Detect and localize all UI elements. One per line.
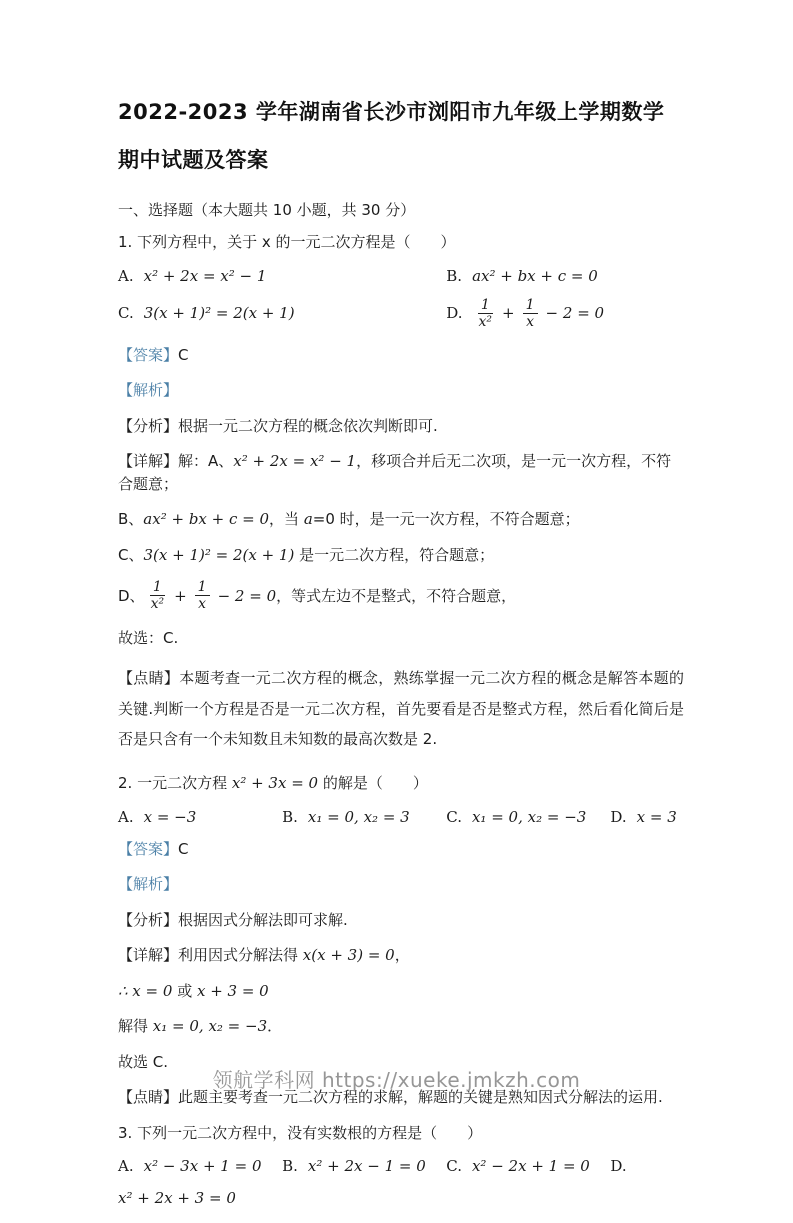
plus-sign: +	[502, 304, 515, 323]
option-equation: 3(x + 1)² = 2(x + 1)	[143, 304, 295, 323]
detail-text: 【详解】解：A、	[118, 452, 234, 471]
q1-detail-a	[118, 450, 684, 495]
detail-math: x² + 2x = x² − 1	[233, 452, 357, 471]
option-letter: B.	[446, 266, 463, 285]
detail-text: 【详解】利用因式分解法得	[118, 946, 303, 965]
detail-math	[145, 579, 277, 612]
q1-detail-c	[118, 544, 684, 567]
q1-option-b	[446, 267, 684, 285]
plus-sign: +	[174, 586, 187, 605]
q3-stem: 3. 下列一元二次方程中，没有实数根的方程是（ ）	[118, 1123, 483, 1142]
answer-value: C	[178, 345, 189, 364]
section-heading: 一、选择题（本大题共 10 小题，共 30 分）	[118, 200, 416, 219]
fraction	[477, 297, 495, 330]
option-letter: C.	[446, 1157, 462, 1176]
option-equation: x₁ = 0, x₂ = 3	[307, 807, 410, 826]
detail-text: D、	[118, 586, 145, 605]
option-letter: B.	[282, 1157, 298, 1176]
detail-math: a	[303, 510, 313, 529]
option-equation: x² + 2x = x² − 1	[143, 266, 267, 285]
q2-dianjing: 【点睛】此题主要考查一元二次方程的求解，解题的关键是熟知因式分解法的运用.	[118, 1088, 663, 1107]
detail-math: 3(x + 1)² = 2(x + 1)	[143, 545, 295, 564]
q2-detail-3	[118, 1015, 684, 1038]
q1-option-a	[118, 267, 446, 285]
detail-text: ，	[394, 946, 410, 965]
fraction-numerator: 1	[478, 297, 493, 314]
option-equation: x² − 3x + 1 = 0	[143, 1157, 262, 1176]
q2-option-a	[118, 808, 282, 826]
option-letter: D.	[610, 807, 627, 826]
option-equation: ax² + bx + c = 0	[472, 266, 598, 285]
detail-text: ，移项合并后无二次项，是一元一次方程，不符合题意；	[118, 452, 672, 493]
detail-math: x(x + 3) = 0	[302, 946, 395, 965]
q1-option-d	[446, 297, 684, 330]
q2-option-c	[446, 808, 610, 826]
option-letter: A.	[118, 266, 134, 285]
detail-text: 解得	[118, 1017, 153, 1036]
option-letter: B.	[282, 807, 298, 826]
option-equation: x² + 2x + 3 = 0	[118, 1189, 236, 1208]
fraction-numerator: 1	[195, 579, 210, 596]
document-page	[118, 88, 684, 1223]
option-equation: x² − 2x + 1 = 0	[471, 1157, 590, 1176]
option-equation: x = −3	[143, 807, 197, 826]
option-equation: x₁ = 0, x₂ = −3	[471, 807, 587, 826]
q1-detail-d	[118, 579, 684, 612]
equation-tail: − 2 = 0	[545, 304, 605, 323]
detail-text: C、	[118, 545, 144, 564]
fraction-denominator: x	[198, 596, 207, 613]
q2-detail-2	[118, 980, 684, 1003]
answer-value: C	[178, 839, 189, 858]
detail-math: ax² + bx + c = 0	[143, 510, 270, 529]
detail-math: ∴ x = 0	[118, 981, 173, 1000]
detail-text: ，当	[269, 510, 304, 529]
q1-answer-line	[118, 344, 684, 367]
q3-option-c	[446, 1157, 610, 1175]
option-letter: D.	[446, 304, 463, 323]
q2-guxuan: 故选 C.	[118, 1052, 169, 1071]
equation-tail: − 2 = 0	[217, 586, 277, 605]
q1-stem: 1. 下列方程中，关于 x 的一元二次方程是（ ）	[118, 233, 456, 252]
fraction	[149, 579, 167, 612]
q3-options-row	[118, 1157, 684, 1175]
q1-detail-b	[118, 508, 684, 531]
q3-option-d	[610, 1157, 684, 1175]
fraction-denominator: x²	[150, 596, 165, 613]
q1-option-c	[118, 304, 446, 322]
detail-text: B、	[118, 510, 144, 529]
q2-fenxi: 【分析】根据因式分解法即可求解.	[118, 910, 348, 929]
jiexi-label: 【解析】	[118, 381, 179, 400]
option-equation: x² + 2x − 1 = 0	[307, 1157, 426, 1176]
option-equation: x = 3	[636, 807, 677, 826]
fraction-numerator: 1	[523, 297, 538, 314]
q3-option-a	[118, 1157, 282, 1175]
q2-options-row	[118, 808, 684, 826]
option-letter: C.	[118, 304, 134, 323]
q1-fenxi: 【分析】根据一元二次方程的概念依次判断即可.	[118, 416, 438, 435]
option-letter: C.	[446, 807, 462, 826]
q2-jiexi-line	[118, 873, 684, 896]
q2-stem	[118, 772, 684, 795]
detail-text: 是一元二次方程，符合题意；	[294, 545, 495, 564]
option-equation	[473, 297, 605, 330]
q1-dianjing: 【点睛】本题考查一元二次方程的概念，熟练掌握一元二次方程的概念是解答本题的关键.判断一个方程是否是一元二次方程，首先要看是否是整式方程，然后看化简后是否是只含有一个未知数且未知数的最高次数是 2.	[118, 668, 684, 749]
option-letter: D.	[610, 1157, 627, 1176]
stem-text: 2. 一元二次方程	[118, 774, 232, 793]
q3-option-b	[282, 1157, 446, 1175]
q3-option-d-equation	[118, 1187, 684, 1210]
fraction	[195, 579, 210, 612]
watermark: 领航学科网 https://xueke.jmkzh.com	[212, 1068, 581, 1092]
fraction-denominator: x	[526, 313, 535, 330]
q1-jiexi-line	[118, 379, 684, 402]
detail-text: ．	[267, 1017, 283, 1036]
answer-label: 【答案】	[118, 839, 179, 858]
q2-answer-line	[118, 838, 684, 861]
detail-text: =0 时，是一元一次方程，不符合题意；	[312, 510, 580, 529]
q2-option-d	[610, 808, 684, 826]
option-letter: A.	[118, 807, 134, 826]
fraction-numerator: 1	[150, 579, 165, 596]
answer-label: 【答案】	[118, 345, 179, 364]
q2-option-b	[282, 808, 446, 826]
jiexi-label: 【解析】	[118, 875, 179, 894]
document-title: 2022-2023 学年湖南省长沙市浏阳市九年级上学期数学期中试题及答案	[118, 100, 665, 173]
option-letter: A.	[118, 1157, 134, 1176]
fraction-denominator: x²	[478, 313, 493, 330]
q1-options-row-1	[118, 267, 684, 285]
q1-guxuan: 故选：C.	[118, 629, 179, 648]
detail-math: x + 3 = 0	[196, 981, 269, 1000]
q1-options-row-2	[118, 297, 684, 330]
fraction	[523, 297, 538, 330]
detail-math: x₁ = 0, x₂ = −3	[152, 1017, 268, 1036]
q2-detail-1	[118, 944, 684, 967]
detail-text: ，等式左边不是整式，不符合题意，	[276, 586, 517, 605]
detail-text: 或	[172, 981, 197, 1000]
stem-text: 的解是（ ）	[318, 774, 428, 793]
stem-math: x² + 3x = 0	[231, 774, 319, 793]
